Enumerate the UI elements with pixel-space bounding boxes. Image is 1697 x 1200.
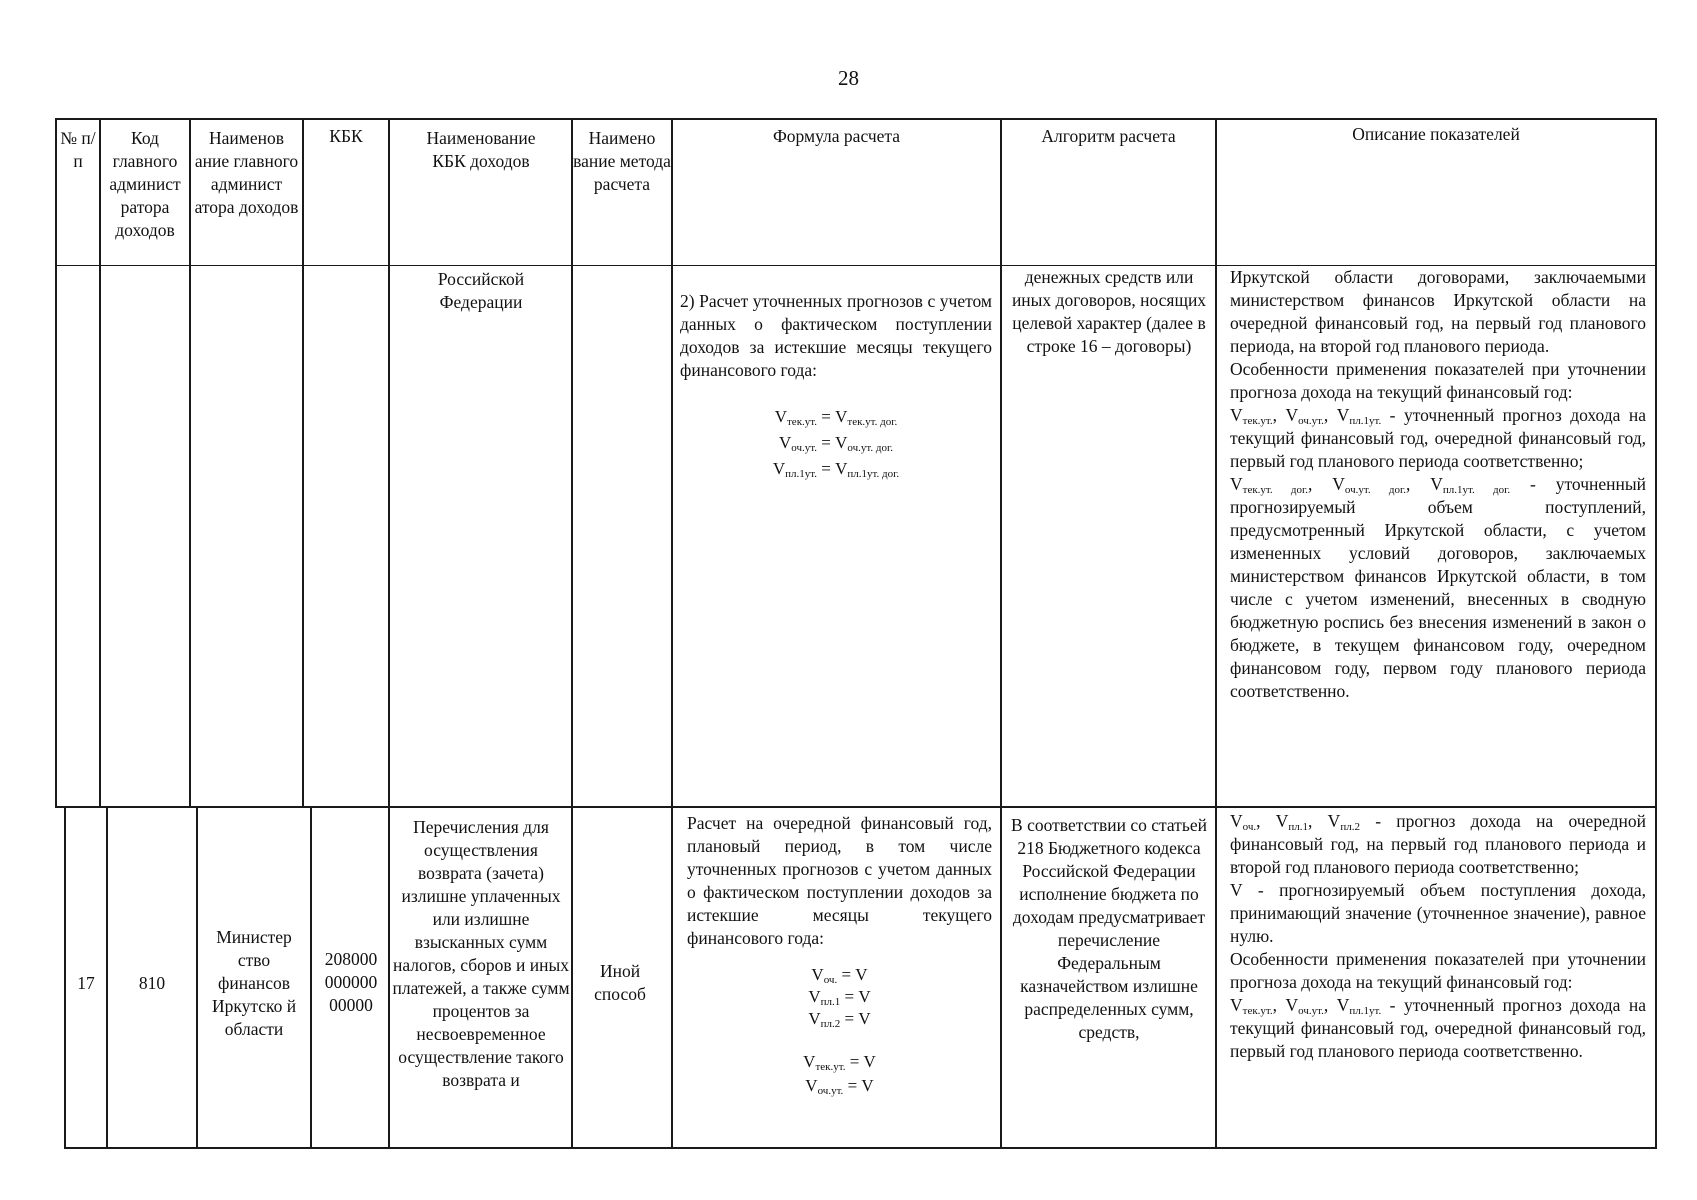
col-border-5 [571,118,573,1149]
col-border-4 [388,118,390,1149]
row17-algorithm: В соответствии со статьей 218 Бюджетного кодекса Российской Федерации исполнение бюджета по доходам предусматривает перечисление Федеральным казначейством излишне распределенных сумм, средств, [1011,815,1207,1042]
header-formula: Формула расчета [772,126,901,146]
row17-formula-line: $V_{пл.2} = V$ [808,1009,871,1030]
row17-method: Иной способ [594,961,646,1004]
row17-desc-2: V - прогнозируемый объем поступления дохода, принимающий значение (уточненное значение), равное нулю. [1230,880,1646,946]
col-border-2 [189,118,191,808]
row17-num: 17 [77,973,95,993]
row17-description-cell [1230,810,1646,1063]
page-number: 28 [838,66,859,90]
cont-formula-line: $V_{пл.1ут.} = V_{пл.1ут. дог.}$ [772,459,900,480]
cont-formula-line: $V_{оч.ут.} = V_{оч.ут. дог.}$ [779,433,893,454]
row17-formula-lines-a [687,964,992,1030]
row17-admin-name: Министер ство финансов Иркутско й области [211,927,297,1039]
table-top-border [55,118,1657,120]
header-num: № п/п [60,128,96,171]
cont-desc-4: $V_{тек.ут. дог.}$, $V_{оч.ут. дог.}$, $V_{пл.1ут. дог.}$ - уточненный прогнозируемый объем поступлений, предусмотренный Иркутской области, с учетом измененных условий договоров, заключаемых министерством финансов Иркутской области, в том числе с учетом изменений, внесенных в сводную бюджетную роспись без внесения изменений в закон о бюджете, в текущем финансовом году, очередном финансовом году, первом году планового периода соответственно. [1230,474,1646,701]
table-bottom-border [64,1147,1657,1149]
header-kbk: КБК [329,126,363,146]
header-admin-code: Код главного админист ратора доходов [109,128,181,240]
cont-algorithm: денежных средств или иных договоров, носящих целевой характер (далее в строке 16 – договоры) [1011,267,1207,356]
header-kbk-name: Наименование КБК доходов [426,128,536,171]
row-separator [55,806,1657,808]
header-method-name: Наимено вание метода расчета [573,128,671,194]
row17-kbk-name: Перечисления для осуществления возврата (зачета) излишне уплаченных или излишне взысканных сумм налогов, сборов и иных платежей, а также сумм процентов за несвоевременное осуществление такого возврата и [392,817,570,1090]
cont-formula-cell [680,290,992,482]
row17-formula-line: $V_{оч.} = V$ [811,965,868,986]
cont-desc-1: Иркутской области договорами, заключаемыми министерством финансов Иркутской области на очередной финансовый год, на первый год планового периода, на второй год планового периода. [1230,267,1646,356]
row17-formula-text: Расчет на очередной финансовый год, плановый период, в том числе уточненных прогнозов с учетом данных о фактическом поступлении доходов за истекшие месяцы текущего финансового года: [687,813,992,948]
row17-formula-cell [687,812,992,1098]
row17-formula-line: $V_{оч.ут.} = V$ [805,1076,874,1097]
col-border-9 [1655,118,1657,1149]
header-description: Описание показателей [1352,124,1520,144]
col-border-7 [1000,118,1002,1149]
col-border-8 [1215,118,1217,1149]
row17-formula-lines-b [687,1050,992,1098]
row17-kbk: 208000 000000 00000 [324,949,378,1015]
col-border-0 [55,118,57,808]
row17-desc-1: $V_{оч.}$, $V_{пл.1}$, $V_{пл.2}$ - прогноз дохода на очередной финансовый год, на первый год планового периода и второй год планового периода соответственно; [1230,811,1646,877]
row17-admin-code: 810 [138,973,166,993]
cont-kbk-name: Российской Федерации [437,269,525,312]
row17-desc-4: $V_{тек.ут.}$, $V_{оч.ут.}$, $V_{пл.1ут.}$ - уточненный прогноз дохода на текущий финансовый год, очередной финансовый год, первый год планового периода соответственно. [1230,995,1647,1061]
row17-formula-line: $V_{пл.1} = V$ [808,987,871,1008]
col-border-2b [196,806,198,1149]
cont-desc-2: Особенности применения показателей при уточнении прогноза дохода на текущий финансовый год: [1230,359,1646,402]
header-algorithm: Алгоритм расчета [1041,126,1176,146]
header-admin-name: Наименов ание главного админист атора доходов [194,128,299,217]
col-border-6 [671,118,673,1149]
cont-formula-line: $V_{тек.ут.} = V_{тек.ут. дог.}$ [774,407,898,428]
cont-formula-text: 2) Расчет уточненных прогнозов с учетом данных о фактическом поступлении доходов за истекшие месяцы текущего финансового года: [680,291,992,380]
col-border-3b [310,806,312,1149]
row17-formula-line: $V_{тек.ут.} = V$ [803,1052,876,1073]
row17-desc-3: Особенности применения показателей при уточнении прогноза дохода на текущий финансовый год: [1230,949,1646,992]
col-border-3 [302,118,304,808]
cont-desc-3: $V_{тек.ут.}$, $V_{оч.ут.}$, $V_{пл.1ут.}$ - уточненный прогноз дохода на текущий финансовый год, очередной финансовый год, первый год планового периода соответственно; [1230,405,1647,471]
cont-description-cell [1230,266,1646,703]
cont-formula-lines [680,404,992,482]
